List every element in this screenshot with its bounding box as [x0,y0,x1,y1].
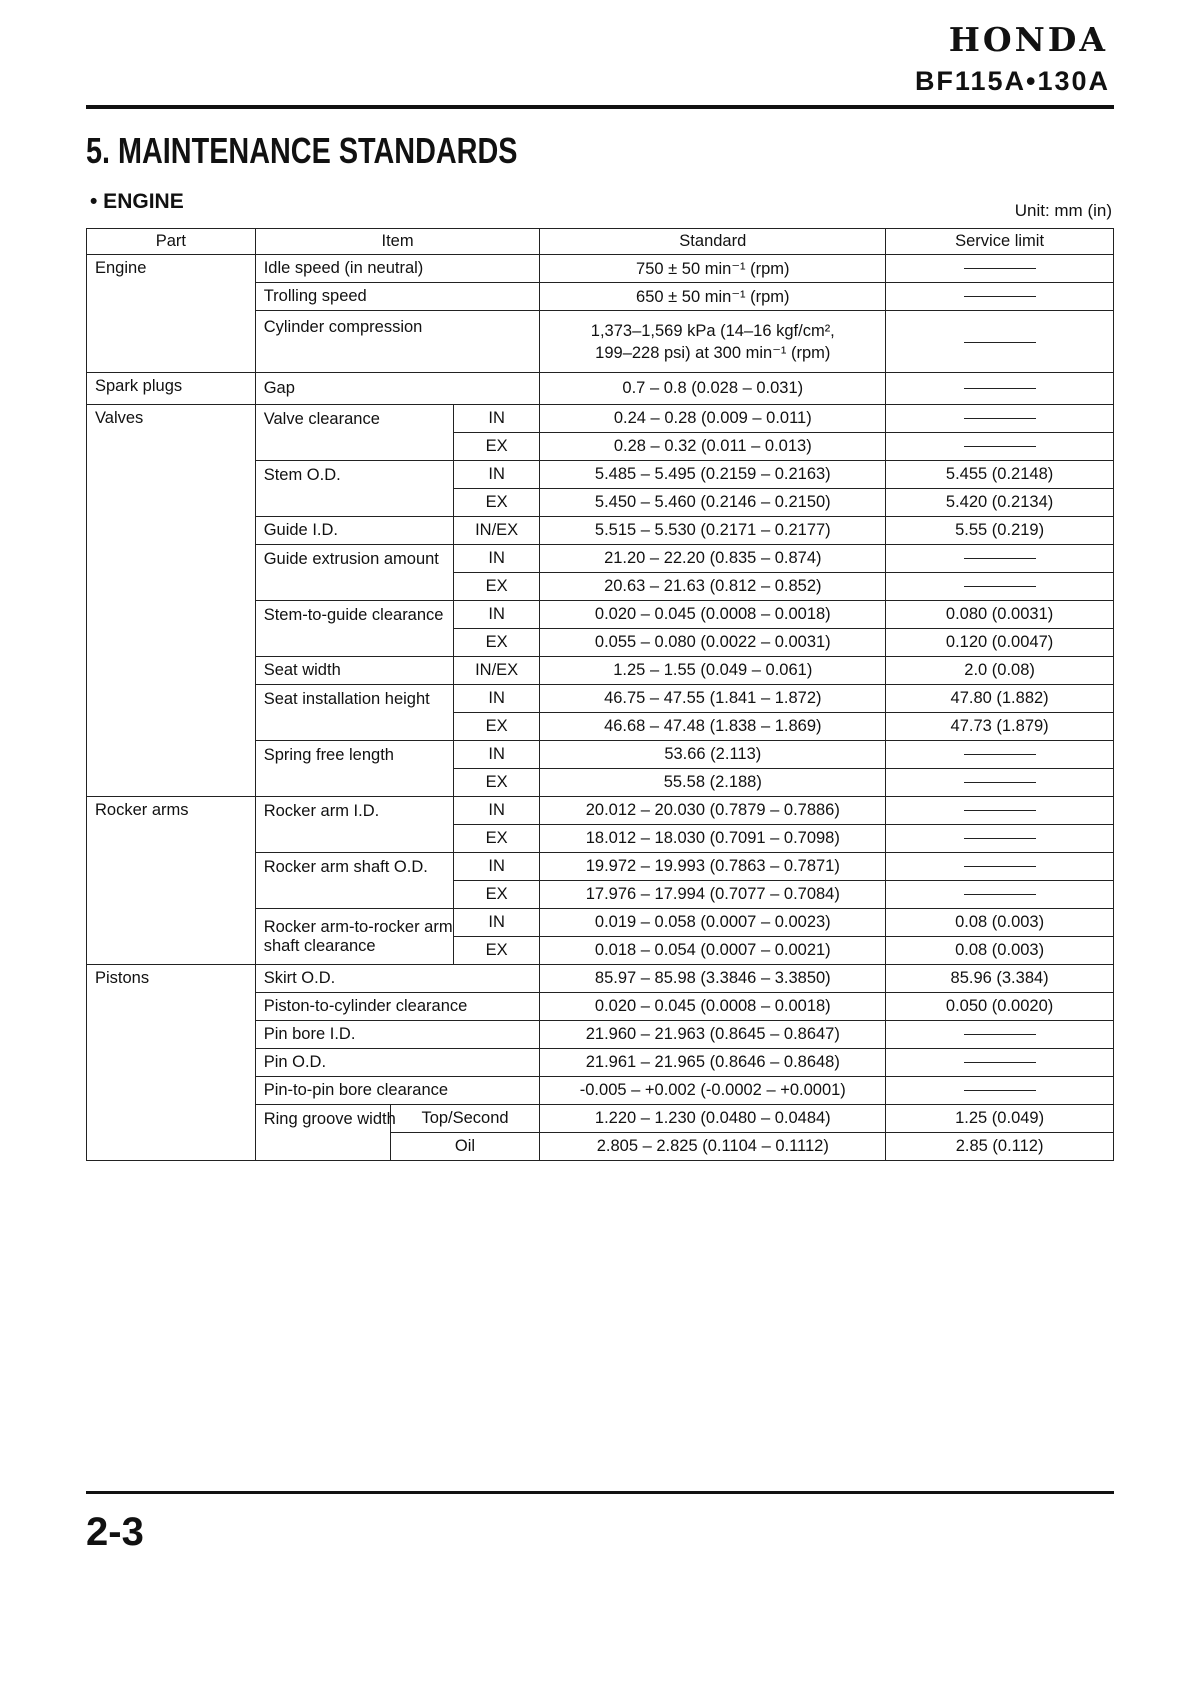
sub-item-cell: IN [453,545,539,573]
item-cell: Guide I.D. [255,517,453,545]
table-row [87,405,1114,433]
standard-cell: 2.805 – 2.825 (0.1104 – 0.1112) [540,1133,886,1161]
item-cell: Pin bore I.D. [255,1021,540,1049]
part-rocker-arms: Rocker arms [87,797,256,965]
standard-cell: 21.20 – 22.20 (0.835 – 0.874) [540,545,886,573]
sub-item-cell: IN [453,853,539,881]
no-limit-dash [964,446,1036,447]
section-heading: • ENGINE [90,190,184,213]
sub-item-cell: Top/Second [390,1105,540,1133]
sub-item-cell: EX [453,881,539,909]
no-limit-dash [964,866,1036,867]
page-title: 5. MAINTENANCE STANDARDS [86,130,518,171]
table-row [87,373,1114,405]
standard-cell: 0.7 – 0.8 (0.028 – 0.031) [540,373,886,405]
standard-cell: 1.25 – 1.55 (0.049 – 0.061) [540,657,886,685]
service-limit-cell: 47.73 (1.879) [886,713,1114,741]
table-row [87,797,1114,825]
part-pistons: Pistons [87,965,256,1161]
no-limit-dash [964,342,1036,343]
item-cell: Spring free length [255,741,453,797]
footer-rule [86,1491,1114,1494]
service-limit-cell [886,1021,1114,1049]
part-spark-plugs: Spark plugs [87,373,256,405]
standard-line-1: 1,373–1,569 kPa (14–16 kgf/cm², [590,321,835,340]
standard-cell: 53.66 (2.113) [540,741,886,769]
sub-item-cell: EX [453,825,539,853]
sub-item-cell: EX [453,489,539,517]
item-cell: Pin-to-pin bore clearance [255,1077,540,1105]
page-number: 2-3 [86,1510,144,1554]
standard-cell: 5.485 – 5.495 (0.2159 – 0.2163) [540,461,886,489]
service-limit-cell [886,255,1114,283]
standard-cell: 0.24 – 0.28 (0.009 – 0.011) [540,405,886,433]
item-cell: Guide extrusion amount [255,545,453,601]
no-limit-dash [964,754,1036,755]
service-limit-cell [886,1049,1114,1077]
no-limit-dash [964,1034,1036,1035]
sub-item-cell: IN/EX [453,657,539,685]
standard-cell: 20.012 – 20.030 (0.7879 – 0.7886) [540,797,886,825]
service-limit-cell: 85.96 (3.384) [886,965,1114,993]
sub-item-cell: IN [453,601,539,629]
standard-cell: 46.68 – 47.48 (1.838 – 1.869) [540,713,886,741]
standard-cell: 0.020 – 0.045 (0.0008 – 0.0018) [540,993,886,1021]
item-cell [255,909,453,965]
service-limit-cell [886,881,1114,909]
sub-item-cell: EX [453,769,539,797]
sub-item-cell: IN [453,685,539,713]
item-cell: Stem-to-guide clearance [255,601,453,657]
no-limit-dash [964,810,1036,811]
service-limit-cell [886,769,1114,797]
honda-logo: HONDA [948,20,1108,59]
standard-cell: 750 ± 50 min⁻¹ (rpm) [540,255,886,283]
item-cell: Rocker arm shaft O.D. [255,853,453,909]
service-limit-cell: 0.080 (0.0031) [886,601,1114,629]
service-limit-cell [886,853,1114,881]
service-limit-cell [886,1077,1114,1105]
standard-cell: 0.019 – 0.058 (0.0007 – 0.0023) [540,909,886,937]
no-limit-dash [964,838,1036,839]
service-limit-cell: 0.08 (0.003) [886,909,1114,937]
standard-cell: 18.012 – 18.030 (0.7091 – 0.7098) [540,825,886,853]
service-limit-cell [886,373,1114,405]
service-limit-cell [886,311,1114,373]
no-limit-dash [964,1062,1036,1063]
service-limit-cell: 0.120 (0.0047) [886,629,1114,657]
standard-cell: 5.450 – 5.460 (0.2146 – 0.2150) [540,489,886,517]
sub-item-cell: IN [453,405,539,433]
standard-cell: 85.97 – 85.98 (3.3846 – 3.3850) [540,965,886,993]
item-cell: Trolling speed [255,283,540,311]
model-name: BF115A•130A [914,66,1110,96]
header-part: Part [87,229,256,255]
item-cell: Skirt O.D. [255,965,540,993]
sub-item-cell: IN [453,461,539,489]
standard-cell: 17.976 – 17.994 (0.7077 – 0.7084) [540,881,886,909]
table-row [87,255,1114,283]
service-limit-cell [886,283,1114,311]
item-cell: Idle speed (in neutral) [255,255,540,283]
service-limit-cell [886,433,1114,461]
item-cell: Gap [255,373,540,405]
standard-cell: 46.75 – 47.55 (1.841 – 1.872) [540,685,886,713]
part-valves: Valves [87,405,256,797]
item-cell: Rocker arm I.D. [255,797,453,853]
no-limit-dash [964,782,1036,783]
item-cell: Stem O.D. [255,461,453,517]
item-cell: Ring groove width [255,1105,390,1161]
no-limit-dash [964,388,1036,389]
service-limit-cell [886,741,1114,769]
sub-item-cell: EX [453,433,539,461]
header-service-limit: Service limit [886,229,1114,255]
standard-cell: 19.972 – 19.993 (0.7863 – 0.7871) [540,853,886,881]
service-limit-cell: 47.80 (1.882) [886,685,1114,713]
no-limit-dash [964,268,1036,269]
standard-cell: 21.961 – 21.965 (0.8646 – 0.8648) [540,1049,886,1077]
service-limit-cell [886,797,1114,825]
table-row [87,965,1114,993]
no-limit-dash [964,558,1036,559]
no-limit-dash [964,418,1036,419]
sub-item-cell: EX [453,629,539,657]
item-cell: Seat installation height [255,685,453,741]
service-limit-cell [886,405,1114,433]
standard-cell: 650 ± 50 min⁻¹ (rpm) [540,283,886,311]
item-cell: Seat width [255,657,453,685]
standard-line-2: 199–228 psi) at 300 min⁻¹ (rpm) [595,343,831,362]
sub-item-cell: IN/EX [453,517,539,545]
sub-item-cell: IN [453,909,539,937]
item-line-1: Rocker arm-to-rocker arm [263,917,453,936]
no-limit-dash [964,586,1036,587]
standard-cell: 0.018 – 0.054 (0.0007 – 0.0021) [540,937,886,965]
standard-cell: 21.960 – 21.963 (0.8645 – 0.8647) [540,1021,886,1049]
standard-cell: 1.220 – 1.230 (0.0480 – 0.0484) [540,1105,886,1133]
service-limit-cell [886,825,1114,853]
service-limit-cell: 2.0 (0.08) [886,657,1114,685]
maintenance-standards-table [86,228,1114,1161]
standard-cell: 20.63 – 21.63 (0.812 – 0.852) [540,573,886,601]
sub-item-cell: EX [453,573,539,601]
service-limit-cell: 5.55 (0.219) [886,517,1114,545]
header-standard: Standard [540,229,886,255]
standard-cell: -0.005 – +0.002 (-0.0002 – +0.0001) [540,1077,886,1105]
standard-cell: 5.515 – 5.530 (0.2171 – 0.2177) [540,517,886,545]
standard-cell: 0.055 – 0.080 (0.0022 – 0.0031) [540,629,886,657]
item-line-2: shaft clearance [263,936,376,955]
service-limit-cell: 0.08 (0.003) [886,937,1114,965]
no-limit-dash [964,296,1036,297]
standard-cell: 0.28 – 0.32 (0.011 – 0.013) [540,433,886,461]
service-limit-cell: 5.455 (0.2148) [886,461,1114,489]
sub-item-cell: IN [453,741,539,769]
no-limit-dash [964,1090,1036,1091]
sub-item-cell: EX [453,937,539,965]
no-limit-dash [964,894,1036,895]
service-limit-cell: 0.050 (0.0020) [886,993,1114,1021]
item-cell: Cylinder compression [255,311,540,373]
part-engine: Engine [87,255,256,373]
table-header-row [87,229,1114,255]
standard-cell: 55.58 (2.188) [540,769,886,797]
unit-note: Unit: mm (in) [1014,201,1112,220]
service-limit-cell [886,573,1114,601]
header-item: Item [255,229,540,255]
standard-cell: 0.020 – 0.045 (0.0008 – 0.0018) [540,601,886,629]
service-limit-cell: 2.85 (0.112) [886,1133,1114,1161]
header-rule [86,105,1114,109]
sub-item-cell: IN [453,797,539,825]
item-cell: Valve clearance [255,405,453,461]
item-cell: Pin O.D. [255,1049,540,1077]
sub-item-cell: Oil [390,1133,540,1161]
sub-item-cell: EX [453,713,539,741]
service-limit-cell: 1.25 (0.049) [886,1105,1114,1133]
standard-cell [540,311,886,373]
service-limit-cell: 5.420 (0.2134) [886,489,1114,517]
service-limit-cell [886,545,1114,573]
item-cell: Piston-to-cylinder clearance [255,993,540,1021]
